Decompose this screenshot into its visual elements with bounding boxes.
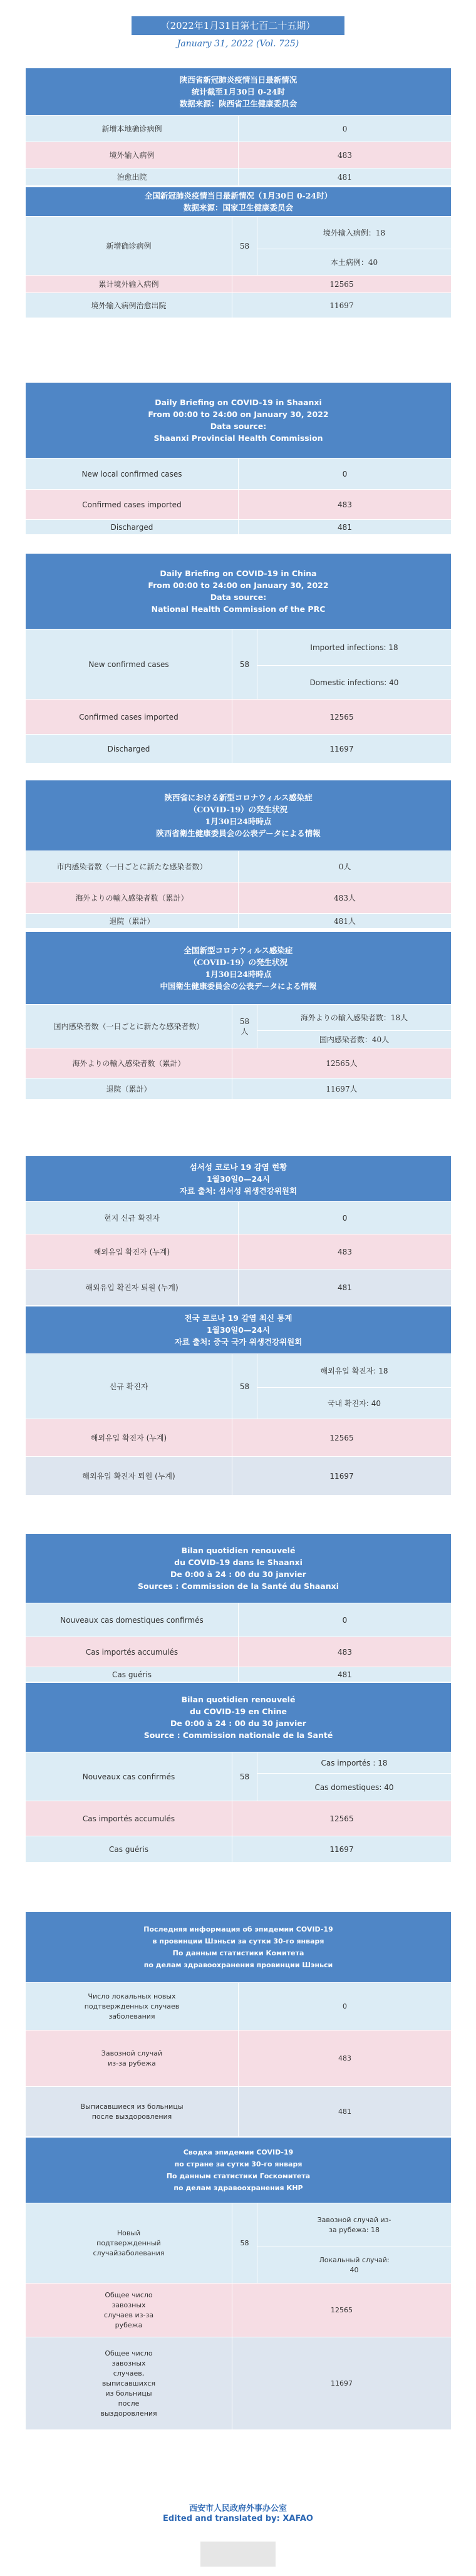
header-line: Bilan quotidien renouvelé: [181, 1695, 296, 1704]
header-line: Sources : Commission de la Santé du Shaanxi: [138, 1581, 339, 1591]
header-line: Source : Commission nationale de la Santé: [143, 1730, 333, 1740]
row-label: 新增本地确诊病例: [26, 116, 239, 142]
ru-shaanxi-header: [26, 1912, 452, 1983]
jp-china-header: [26, 932, 452, 1005]
table-row: [26, 490, 452, 520]
en-shaanxi-table: [25, 382, 452, 535]
header-line: 中国衛生健康委員会の公表データによる情報: [160, 981, 317, 991]
row-value: 12565: [232, 1419, 452, 1457]
header-line: Daily Briefing on COVID-19 in Shaanxi: [155, 398, 322, 407]
header-line: De 0:00 à 24 : 00 du 30 janvier: [170, 1570, 306, 1579]
header-line: 数据来源：陕西省卫生健康委员会: [179, 99, 298, 108]
row-domestic: Cas domestiques: 40: [257, 1774, 452, 1801]
header-line: 全国新型コロナウィルス感染症: [184, 945, 293, 955]
row-label: Confirmed cases imported: [26, 700, 232, 735]
header-line: 全国新冠肺炎疫情当日最新情况（1月30日 0-24时）: [144, 191, 333, 200]
table-row: [26, 1752, 452, 1774]
jp-shaanxi-table: [25, 780, 452, 929]
row-value: 483: [239, 1234, 452, 1270]
header-line: Последняя информация об эпидемии COVID-19: [143, 1925, 333, 1933]
row-label: 累计境外输入病例: [26, 276, 232, 293]
row-label: Cas guéris: [26, 1667, 239, 1682]
cn-china-header: [26, 187, 452, 217]
table-row: [26, 1079, 452, 1100]
row-label: 国内感染者数（一日ごとに新たな感染者数）: [26, 1005, 232, 1048]
header-line: （COVID-19）の発生状況: [189, 805, 288, 814]
header-line: 자료 출처: 중국 국가 위생건강위원회: [174, 1337, 303, 1347]
table-row: [26, 2030, 452, 2087]
row-value: 11697: [232, 293, 452, 318]
issue-header: （2022年1月31日第七百二十五期）: [132, 16, 344, 35]
row-label: Cas importés accumulés: [26, 1637, 239, 1667]
row-value: 0: [239, 1202, 452, 1234]
row-value: 0人: [239, 851, 452, 882]
row-label: Общее число завозных случаев из-за рубежа: [26, 2284, 232, 2337]
row-value: 483人: [239, 882, 452, 914]
header-line: du COVID-19 dans le Shaanxi: [174, 1558, 303, 1567]
footer-office: 西安市人民政府外事办公室: [189, 2504, 287, 2513]
row-value: 483: [239, 142, 452, 168]
row-value: 481: [239, 2087, 452, 2137]
row-label: Discharged: [26, 520, 239, 535]
table-row: [26, 276, 452, 293]
header-line: Data source:: [210, 592, 267, 602]
header-line: National Health Commission of the PRC: [151, 604, 326, 614]
row-domestic: 国内感染者数：40人: [257, 1031, 452, 1048]
row-value: 12565: [232, 276, 452, 293]
header-line: 陝西省衛生健康委員会の公表データによる情報: [156, 829, 321, 838]
row-domestic: Domestic infections: 40: [257, 666, 452, 700]
row-label: 治愈出院: [26, 168, 239, 186]
table-row: [26, 1667, 452, 1682]
header-line: 陝西省における新型コロナウィルス感染症: [164, 793, 313, 802]
header-line: в провинции Шэньси за сутки 30-го января: [152, 1937, 324, 1945]
row-value: 0: [239, 458, 452, 490]
row-label: 退院（累計）: [26, 914, 239, 929]
row-imported: 海外よりの輸入感染者数：18人: [257, 1005, 452, 1031]
row-value: 483: [239, 490, 452, 520]
table-row: [26, 851, 452, 882]
row-total: 58: [232, 1354, 257, 1419]
table-row: [26, 882, 452, 914]
row-label: 신규 확진자: [26, 1354, 232, 1419]
kr-china-table: [25, 1306, 452, 1496]
row-label: Cas importés accumulés: [26, 1801, 232, 1836]
row-value: 11697: [232, 1836, 452, 1863]
row-label: Cas guéris: [26, 1836, 232, 1863]
table-row: [26, 458, 452, 490]
row-label: 境外输入病例: [26, 142, 239, 168]
table-row: [26, 914, 452, 929]
row-total: 58: [232, 629, 257, 700]
table-row: [26, 116, 452, 142]
header-line: 섬서성 코로나 19 감염 현황: [189, 1162, 287, 1172]
row-label: 市内感染者数（一日ごとに新たな感染者数）: [26, 851, 239, 882]
row-value: 481人: [239, 914, 452, 929]
table-row: [26, 735, 452, 763]
header-line: De 0:00 à 24 : 00 du 30 janvier: [170, 1719, 306, 1728]
row-label: 해외유입 확진자 퇴원 (누계): [26, 1270, 239, 1306]
table-row: [26, 168, 452, 186]
row-imported: Cas importés : 18: [257, 1752, 452, 1774]
row-domestic: 本土病例：40: [257, 249, 452, 276]
header-line: du COVID-19 en Chine: [190, 1707, 287, 1716]
table-row: [26, 2087, 452, 2137]
header-line: по делам здравоохранения КНР: [173, 2184, 303, 2192]
row-label: 退院（累計）: [26, 1079, 232, 1100]
table-row: [26, 2284, 452, 2337]
row-value: 12565: [232, 700, 452, 735]
table-row: [26, 1836, 452, 1863]
en-china-header: [26, 554, 452, 629]
row-label: Nouveaux cas domestiques confirmés: [26, 1603, 239, 1637]
row-label: 현지 신규 확진자: [26, 1202, 239, 1234]
table-row: [26, 1202, 452, 1234]
row-value: 11697: [232, 1457, 452, 1496]
header-line: По данным статистики Госкомитета: [166, 2172, 311, 2180]
row-label: Discharged: [26, 735, 232, 763]
fr-shaanxi-header: [26, 1534, 452, 1603]
row-imported: 境外输入病例：18: [257, 217, 452, 249]
table-row: [26, 1457, 452, 1496]
ru-shaanxi-table: [25, 1911, 452, 2137]
table-row: [26, 293, 452, 318]
table-row: [26, 142, 452, 168]
table-row: [26, 2203, 452, 2247]
row-label: Новый подтвержденный случайзаболевания: [26, 2203, 232, 2284]
row-label: 해외유입 확진자 (누계): [26, 1234, 239, 1270]
row-label: Выписавшиеся из больницы после выздоровления: [26, 2087, 239, 2137]
cn-shaanxi-table: [25, 68, 452, 186]
fr-china-header: [26, 1683, 452, 1752]
table-row: [26, 1005, 452, 1031]
en-shaanxi-header: [26, 383, 452, 458]
header-line: Сводка эпидемии COVID-19: [183, 2148, 294, 2156]
row-label: Confirmed cases imported: [26, 490, 239, 520]
row-value: 481: [239, 520, 452, 535]
header-line: 1월30일0—24시: [207, 1174, 270, 1184]
cn-china-table: [25, 187, 452, 318]
header-line: по стране за сутки 30-го января: [174, 2160, 303, 2168]
row-value: 12565: [232, 1801, 452, 1836]
header-line: Shaanxi Provincial Health Commission: [153, 433, 323, 443]
table-row: [26, 629, 452, 666]
row-value: 483: [239, 1637, 452, 1667]
table-row: [26, 1419, 452, 1457]
row-value: 12565人: [232, 1048, 452, 1079]
ru-china-header: [26, 2138, 452, 2203]
row-label: 해외유입 확진자 퇴원 (누계): [26, 1457, 232, 1496]
header-line: （COVID-19）の発生状況: [189, 957, 288, 967]
row-value: 481: [239, 1270, 452, 1306]
row-label: 해외유입 확진자 (누계): [26, 1419, 232, 1457]
header-line: по делам здравоохранения провинции Шэньси: [143, 1961, 333, 1969]
header-line: 1월30일0—24시: [207, 1325, 270, 1335]
table-row: [26, 1048, 452, 1079]
cn-shaanxi-header: [26, 68, 452, 116]
row-value: 481: [239, 168, 452, 186]
header-line: 陕西省新冠肺炎疫情当日最新情况: [179, 75, 298, 85]
row-value: 0: [239, 1983, 452, 2030]
jp-shaanxi-header: [26, 780, 452, 851]
footer-credit: Edited and translated by: XAFAO: [163, 2514, 313, 2523]
row-label: Число локальных новых подтвержденных случаев заболевания: [26, 1983, 239, 2030]
header-line: From 00:00 to 24:00 on January 30, 2022: [148, 410, 329, 419]
table-row: [26, 1234, 452, 1270]
row-total: 58: [232, 2203, 257, 2284]
fr-shaanxi-table: [25, 1533, 452, 1682]
row-value: 12565: [232, 2284, 452, 2337]
table-row: [26, 1270, 452, 1306]
row-label: 境外输入病例治愈出院: [26, 293, 232, 318]
row-label: 海外よりの輸入感染者数（累計）: [26, 1048, 232, 1079]
jp-china-table: [25, 931, 452, 1100]
row-label: New confirmed cases: [26, 629, 232, 700]
table-row: [26, 520, 452, 535]
row-total: 58: [232, 217, 257, 276]
header-line: Daily Briefing on COVID-19 in China: [160, 569, 317, 578]
table-row: [26, 1983, 452, 2030]
row-label: Общее число завозных случаев, выписавшихся из больницы после выздоровления: [26, 2337, 232, 2430]
row-total: 58人: [232, 1005, 257, 1048]
row-imported: Завозной случай из-за рубежа: 18: [257, 2203, 452, 2247]
table-row: [26, 1354, 452, 1388]
table-row: [26, 700, 452, 735]
issue-subtitle: January 31, 2022 (Vol. 725): [177, 39, 299, 49]
table-row: [26, 2337, 452, 2430]
row-value: 481: [239, 1667, 452, 1682]
header-line: 1月30日24時時点: [205, 969, 272, 979]
row-label: 新增确诊病例: [26, 217, 232, 276]
header-line: 자료 출처: 섬서성 위생건강위원회: [179, 1186, 298, 1196]
row-domestic: Локальный случай: 40: [257, 2247, 452, 2284]
footer-image-placeholder: [200, 2542, 276, 2567]
table-row: [26, 217, 452, 249]
header-line: 统计截至1月30日 0-24时: [191, 87, 286, 96]
ru-china-table: [25, 2137, 452, 2430]
header-line: Data source:: [210, 422, 267, 431]
row-domestic: 국내 확진자: 40: [257, 1388, 452, 1419]
row-value: 0: [239, 116, 452, 142]
row-value: 0: [239, 1603, 452, 1637]
table-row: [26, 1603, 452, 1637]
row-label: 海外よりの輸入感染者数（累計）: [26, 882, 239, 914]
header-line: 전국 코로나 19 감염 최신 통계: [184, 1313, 292, 1323]
row-value: 483: [239, 2030, 452, 2087]
header-line: 数据来源：国家卫生健康委员会: [183, 203, 293, 212]
header-line: From 00:00 to 24:00 on January 30, 2022: [148, 581, 329, 590]
kr-shaanxi-header: [26, 1156, 452, 1202]
row-imported: Imported infections: 18: [257, 629, 452, 666]
row-label: Nouveaux cas confirmés: [26, 1752, 232, 1801]
row-value: 11697: [232, 2337, 452, 2430]
en-china-table: [25, 553, 452, 763]
fr-china-table: [25, 1682, 452, 1863]
table-row: [26, 1801, 452, 1836]
table-row: [26, 1637, 452, 1667]
row-imported: 해외유입 확진자: 18: [257, 1354, 452, 1388]
row-label: Завозной случай из-за рубежа: [26, 2030, 239, 2087]
header-line: По данным статистики Комитета: [172, 1949, 304, 1957]
row-value: 11697人: [232, 1079, 452, 1100]
kr-shaanxi-table: [25, 1156, 452, 1306]
header-line: 1月30日24時時点: [205, 817, 272, 826]
kr-china-header: [26, 1306, 452, 1354]
row-total: 58: [232, 1752, 257, 1801]
row-label: New local confirmed cases: [26, 458, 239, 490]
header-line: Bilan quotidien renouvelé: [181, 1546, 296, 1555]
row-value: 11697: [232, 735, 452, 763]
